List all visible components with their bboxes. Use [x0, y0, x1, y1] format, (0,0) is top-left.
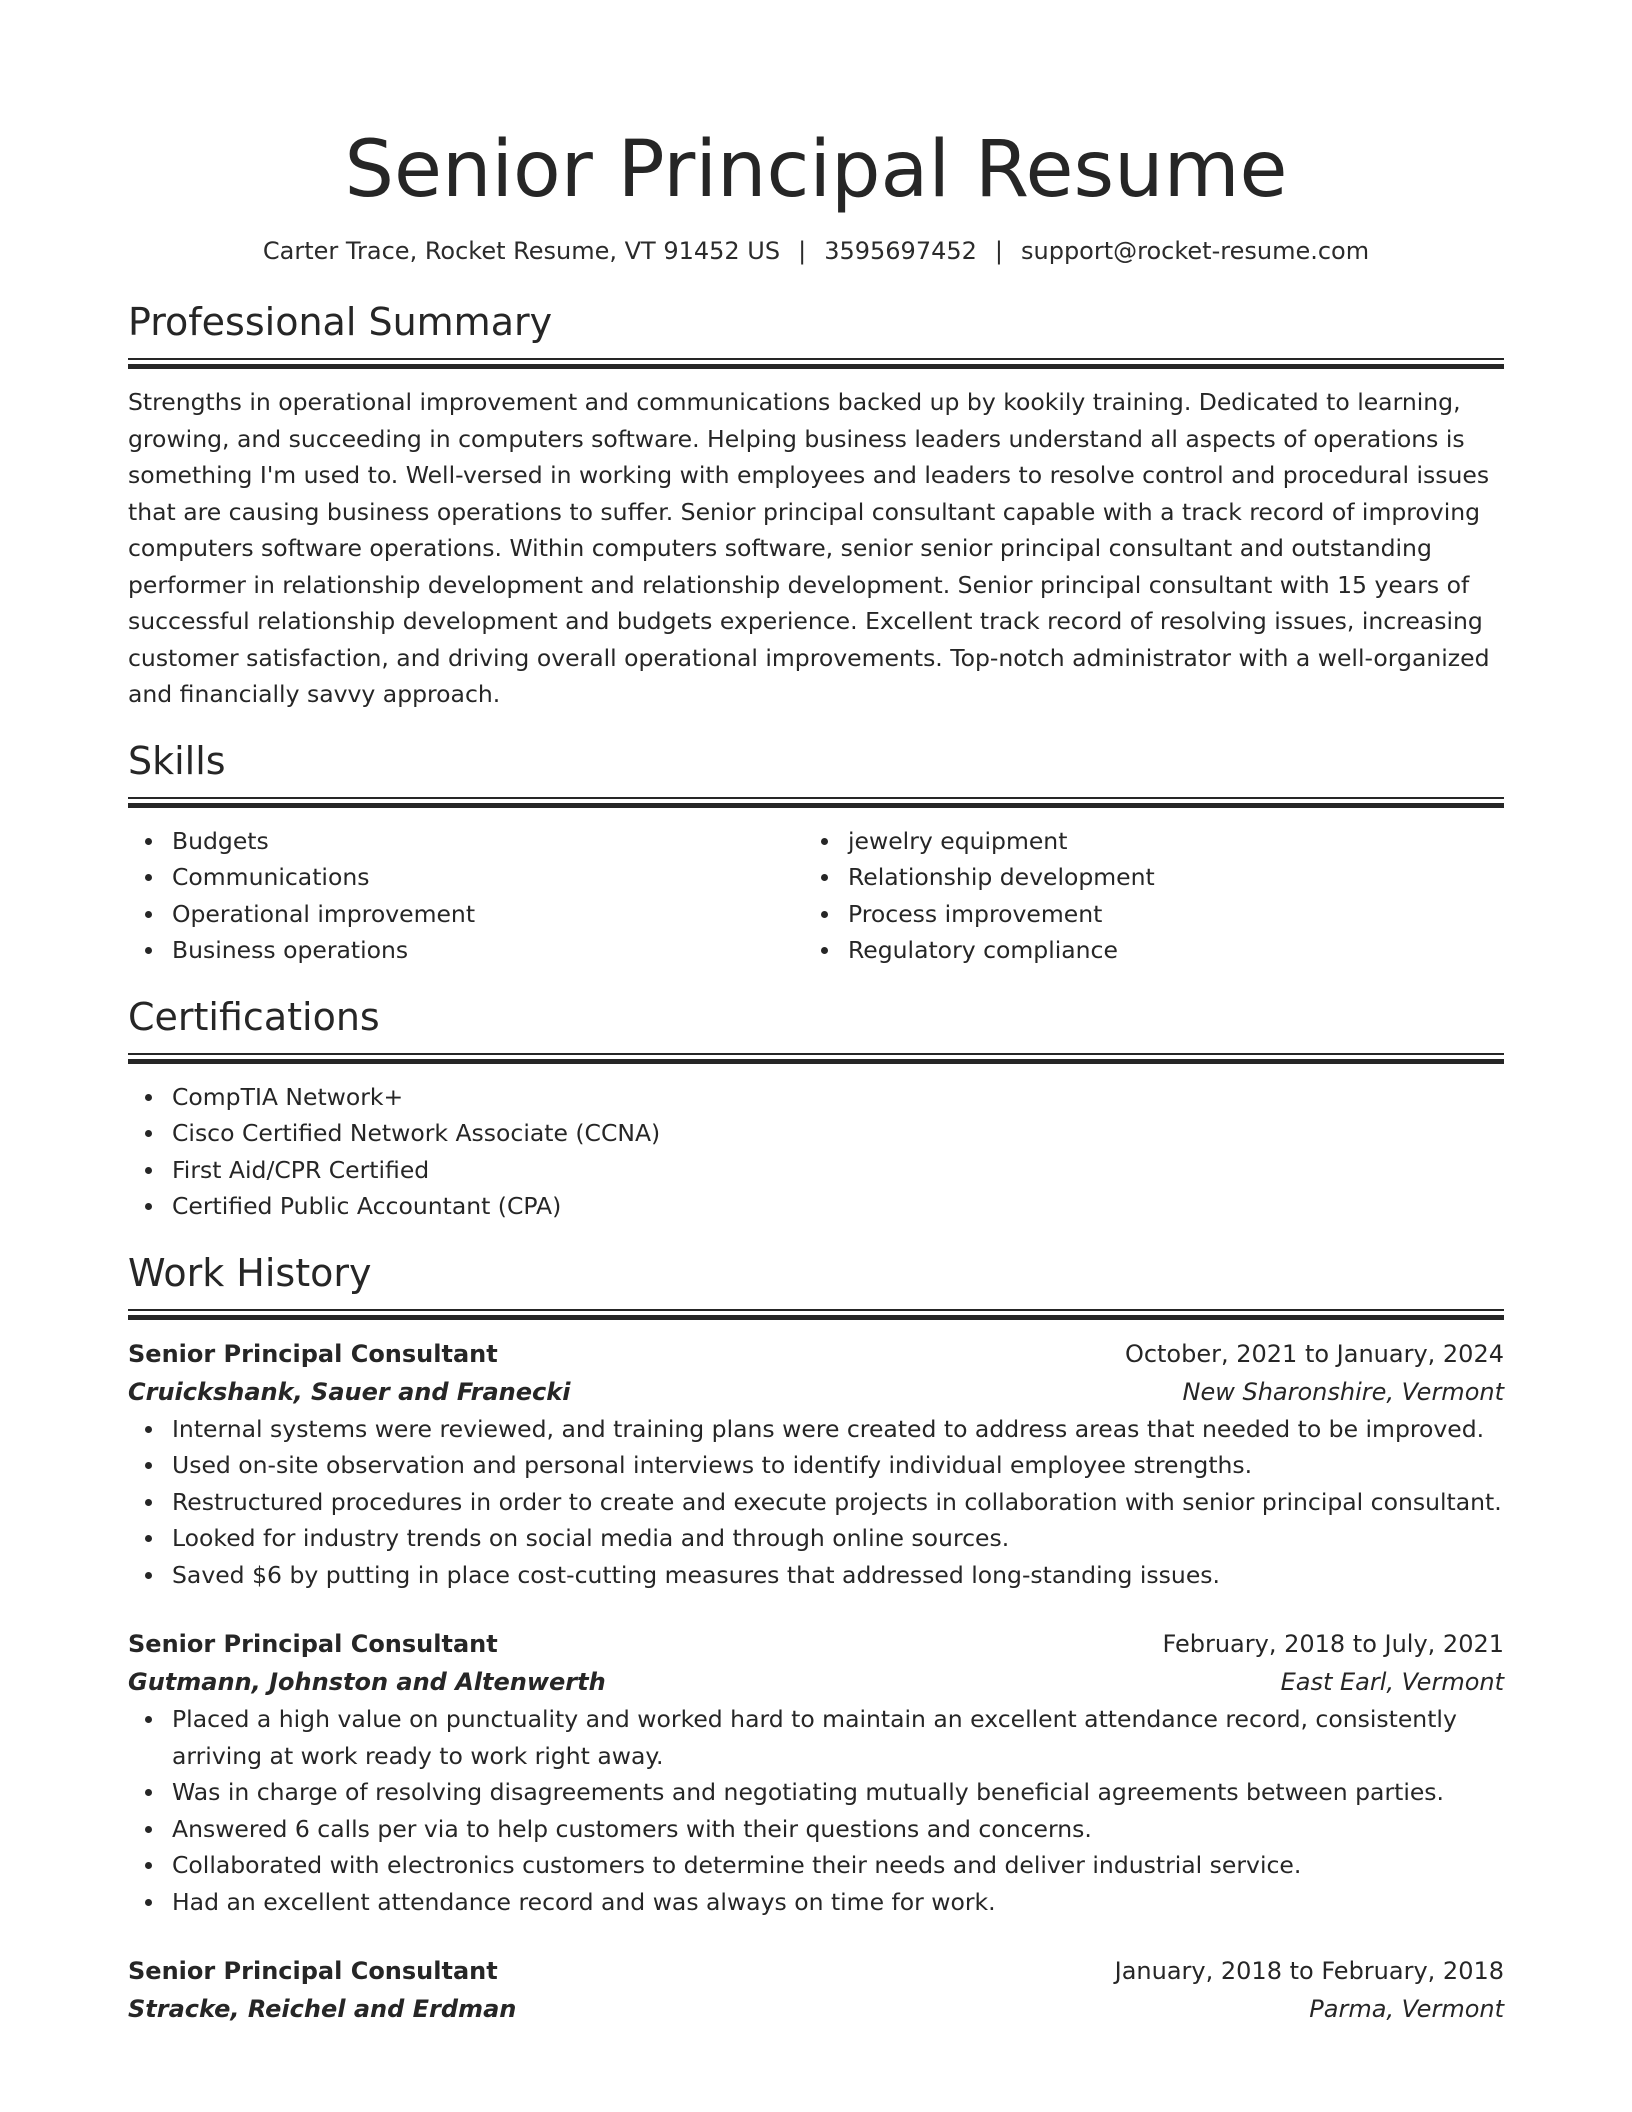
job-subheader-row [128, 1990, 1504, 2028]
summary-section [128, 298, 1504, 713]
resume-title: Senior Principal Resume [344, 125, 1288, 215]
contact-email: support@rocket-resume.com [1021, 237, 1370, 265]
contact-address: Carter Trace, Rocket Resume, VT 91452 US [262, 237, 781, 265]
skill-item: Budgets [172, 823, 804, 860]
section-divider [128, 1053, 1504, 1063]
certifications-list [128, 1079, 1504, 1225]
job-dates: January, 2018 to February, 2018 [1114, 1957, 1504, 1985]
section-heading-skills: Skills [128, 738, 226, 783]
job-bullet: Used on-site observation and personal interviews to identify individual employee strengths. [172, 1447, 1504, 1484]
skill-item: Regulatory compliance [848, 932, 1480, 969]
section-heading-certifications: Certifications [128, 994, 380, 1039]
job-title: Senior Principal Consultant [128, 1339, 498, 1368]
contact-separator: | [798, 237, 807, 265]
section-heading-summary: Professional Summary [128, 300, 553, 344]
job-bullet: Saved $6 by putting in place cost-cutting measures that addressed long-standing issues. [172, 1557, 1504, 1594]
certification-item: Certified Public Accountant (CPA) [172, 1188, 1504, 1225]
section-divider [128, 1309, 1504, 1319]
skill-item: Business operations [172, 932, 804, 969]
job-company: Stracke, Reichel and Erdman [128, 1995, 517, 2023]
job-company: Cruickshank, Sauer and Franecki [128, 1377, 571, 1406]
skill-item: Relationship development [848, 859, 1480, 896]
job-location: New Sharonshire, Vermont [1182, 1377, 1504, 1406]
skill-item: jewelry equipment [848, 823, 1480, 860]
skills-list-left [128, 823, 804, 969]
skills-list-right [804, 823, 1480, 969]
job-subheader-row [128, 1373, 1504, 1411]
job-header-row [128, 1625, 1504, 1663]
job-dates: February, 2018 to July, 2021 [1162, 1630, 1504, 1658]
certification-item: Cisco Certified Network Associate (CCNA) [172, 1115, 1504, 1152]
section-divider [128, 797, 1504, 807]
contact-phone: 3595697452 [824, 237, 977, 265]
certification-item: CompTIA Network+ [172, 1079, 1504, 1116]
job-entry [128, 1625, 1504, 1920]
summary-text: Strengths in operational improvement and communications backed up by kookily training. Dedicated to learning, growing, and succeeding in computers software. Helping business leaders understand all aspects of operations is something I'm used to. Well-versed in working with employees and leaders to resolve control and procedural issues that are causing business operations to suffer. Senior principal consultant capable with a track record of improving computers software operations. Within computers software, senior senior principal consultant and outstanding performer in relationship development and relationship development. Senior principal consultant with 15 years of successful relationship development and budgets experience. Excellent track record of resolving issues, increasing customer satisfaction, and driving overall operational improvements. Top-notch administrator with a well-organized and financially savvy approach. [128, 388, 1490, 708]
job-bullet: Looked for industry trends on social media and through online sources. [172, 1520, 1504, 1557]
job-header-row [128, 1952, 1504, 1990]
job-entry [128, 1335, 1504, 1594]
certification-item: First Aid/CPR Certified [172, 1152, 1504, 1189]
skill-item: Process improvement [848, 896, 1480, 933]
job-bullet: Restructured procedures in order to create and execute projects in collaboration with senior principal consultant. [172, 1484, 1504, 1521]
section-heading-work-history: Work History [128, 1250, 372, 1295]
job-bullet: Placed a high value on punctuality and worked hard to maintain an excellent attendance record, consistently arriving at work ready to work right away. [172, 1701, 1504, 1774]
job-company: Gutmann, Johnston and Altenwerth [128, 1668, 606, 1696]
work-history-section [128, 1249, 1504, 2029]
job-bullet: Had an excellent attendance record and was always on time for work. [172, 1884, 1504, 1921]
skill-item: Communications [172, 859, 804, 896]
skills-columns [128, 823, 1504, 969]
job-bullet: Answered 6 calls per via to help customers with their questions and concerns. [172, 1811, 1504, 1848]
job-bullet: Internal systems were reviewed, and training plans were created to address areas that needed to be improved. [172, 1411, 1504, 1448]
job-bullet: Was in charge of resolving disagreements and negotiating mutually beneficial agreements between parties. [172, 1774, 1504, 1811]
skills-section [128, 737, 1504, 969]
certifications-section [128, 993, 1504, 1225]
job-header-row [128, 1335, 1504, 1373]
resume-page [128, 0, 1504, 2028]
job-title: Senior Principal Consultant [128, 1957, 498, 1985]
section-divider [128, 358, 1504, 368]
job-subheader-row [128, 1663, 1504, 1701]
job-bullet: Collaborated with electronics customers to determine their needs and deliver industrial service. [172, 1847, 1504, 1884]
job-location: Parma, Vermont [1309, 1995, 1504, 2023]
job-bullets [128, 1701, 1504, 1920]
job-entry [128, 1952, 1504, 2028]
contact-separator: | [994, 237, 1003, 265]
job-location: East Earl, Vermont [1280, 1668, 1504, 1696]
job-dates: October, 2021 to January, 2024 [1124, 1339, 1504, 1368]
job-title: Senior Principal Consultant [128, 1630, 498, 1658]
skill-item: Operational improvement [172, 896, 804, 933]
job-bullets [128, 1411, 1504, 1594]
contact-line [128, 234, 1504, 268]
